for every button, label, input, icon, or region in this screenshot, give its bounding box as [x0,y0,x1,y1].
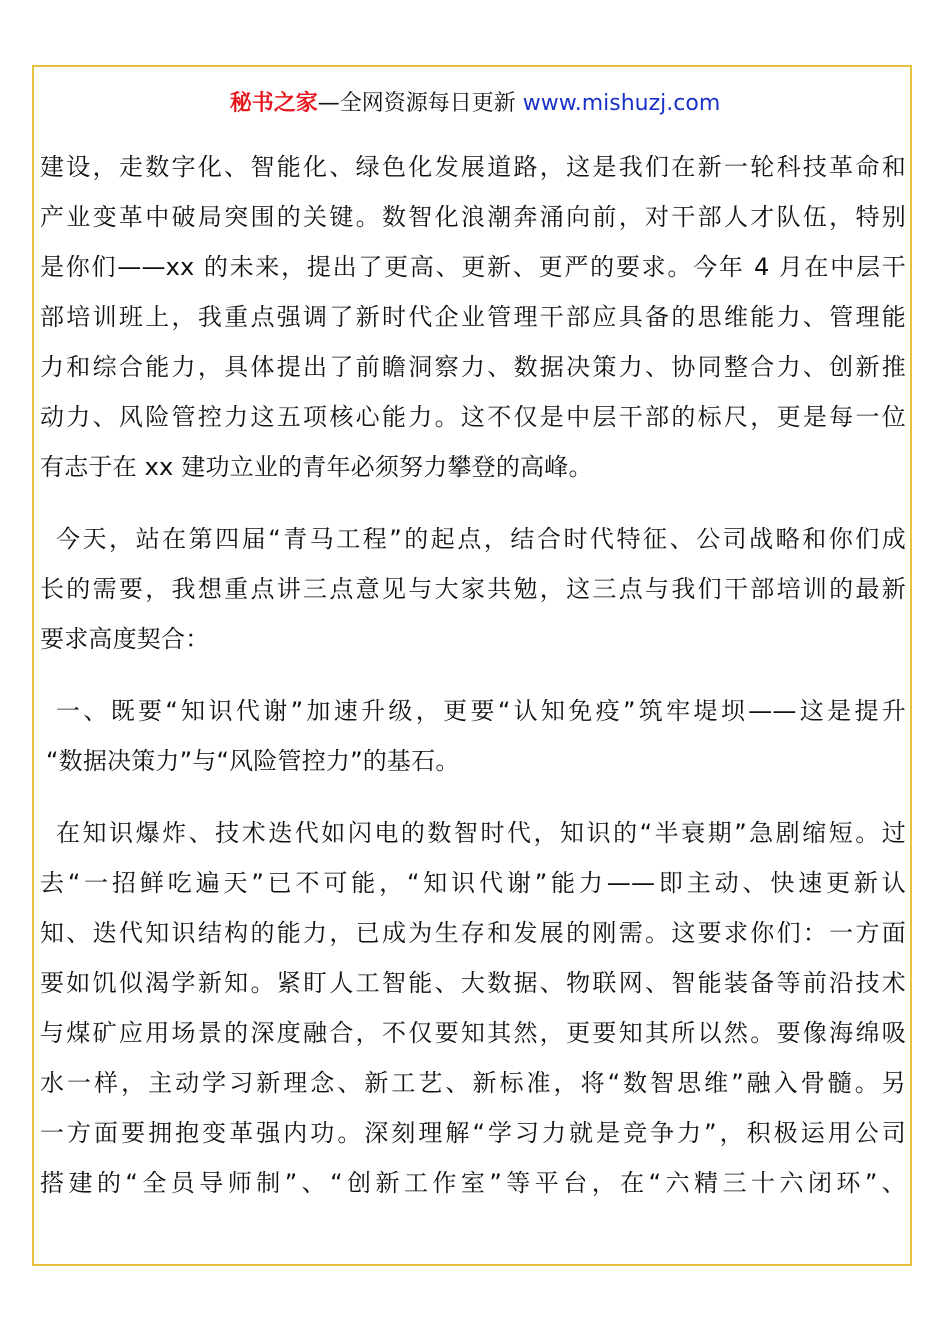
site-url-link[interactable]: www.mishuzj.com [522,91,721,116]
text-line: 力和综合能力，具体提出了前瞻洞察力、数据决策力、协同整合力、创新推 [40,353,906,381]
text-line: “数据决策力”与“风险管控力”的基石。 [46,747,460,775]
text-line: 今天，站在第四届“青马工程”的起点，结合时代特征、公司战略和你们成 [56,525,906,553]
page-header [0,88,950,120]
text-line: 要求高度契合： [40,625,210,653]
text-line: 搭建的“全员导师制”、“创新工作室”等平台，在“六精三十六闭环”、 [40,1169,906,1197]
text-line: 水一样，主动学习新理念、新工艺、新标准，将“数智思维”融入骨髓。另 [40,1069,906,1097]
document-body [40,142,906,1208]
text-line: 一方面要拥抱变革强内功。深刻理解“学习力就是竞争力”，积极运用公司 [40,1119,906,1147]
text-line: 与煤矿应用场景的深度融合，不仅要知其然，更要知其所以然。要像海绵吸 [40,1019,906,1047]
text-line: 产业变革中破局突围的关键。数智化浪潮奔涌向前，对干部人才队伍，特别 [40,203,906,231]
text-line: 部培训班上，我重点强调了新时代企业管理干部应具备的思维能力、管理能 [40,303,906,331]
paragraph-4 [40,808,906,1208]
text-line: 是你们——xx 的未来，提出了更高、更新、更严的要求。今年 4 月在中层干 [40,253,906,281]
text-line: 有志于在 xx 建功立业的青年必须努力攀登的高峰。 [40,453,593,481]
text-line: 建设，走数字化、智能化、绿色化发展道路，这是我们在新一轮科技革命和 [40,153,906,181]
text-line: 知、迭代知识结构的能力，已成为生存和发展的刚需。这要求你们：一方面 [40,919,906,947]
text-line: 一、既要“知识代谢”加速升级，更要“认知免疫”筑牢堤坝——这是提升 [56,697,906,725]
text-line: 要如饥似渴学新知。紧盯人工智能、大数据、物联网、智能装备等前沿技术 [40,969,906,997]
header-tagline: —全网资源每日更新 [317,91,523,116]
text-line: 长的需要，我想重点讲三点意见与大家共勉，这三点与我们干部培训的最新 [40,575,906,603]
paragraph-2 [40,514,906,664]
paragraph-1 [40,142,906,492]
text-line: 动力、风险管控力这五项核心能力。这不仅是中层干部的标尺，更是每一位 [40,403,906,431]
paragraph-3 [40,686,906,786]
text-line: 在知识爆炸、技术迭代如闪电的数智时代，知识的“半衰期”急剧缩短。过 [56,819,906,847]
brand-name: 秘书之家 [229,91,318,116]
text-line: 去“一招鲜吃遍天”已不可能，“知识代谢”能力——即主动、快速更新认 [40,869,906,897]
